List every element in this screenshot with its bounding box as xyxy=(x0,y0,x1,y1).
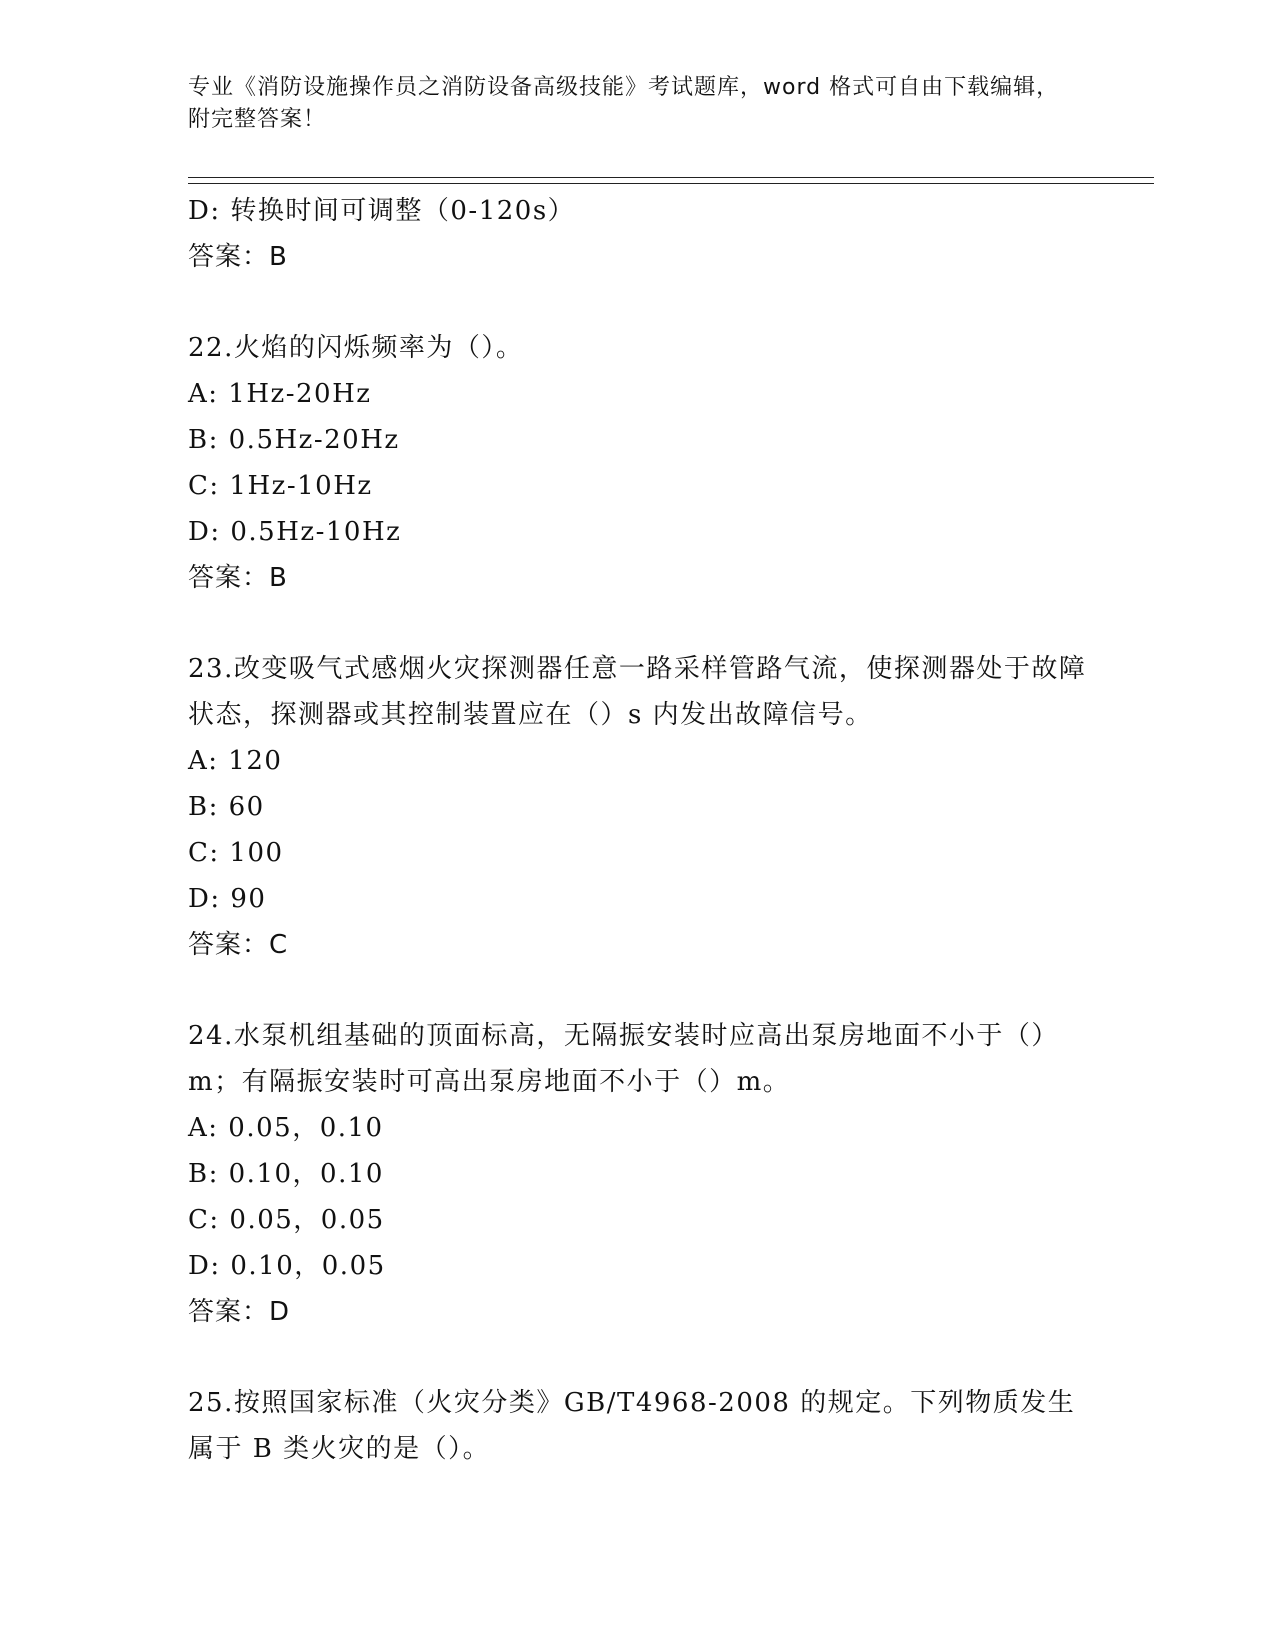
question-content xyxy=(188,188,1088,1472)
option-b: B: 60 xyxy=(188,792,265,822)
option-a: A: 0.05，0.10 xyxy=(188,1113,384,1143)
previous-question-tail xyxy=(188,188,1088,280)
header-rule-bottom xyxy=(188,183,1154,184)
option-c: C: 100 xyxy=(188,838,284,868)
question-stem: 24.水泵机组基础的顶面标高，无隔振安装时应高出泵房地面不小于（）m；有隔振安装时可高出泵房地面不小于（）m。 xyxy=(188,1021,1059,1097)
option-b: B: 0.10，0.10 xyxy=(188,1159,384,1189)
question-stem: 22.火焰的闪烁频率为（）。 xyxy=(188,333,524,363)
question-stem: 23.改变吸气式感烟火灾探测器任意一路采样管路气流，使探测器处于故障状态，探测器或其控制装置应在（）s 内发出故障信号。 xyxy=(188,654,1087,730)
option-c: C: 0.05，0.05 xyxy=(188,1205,385,1235)
header-rule-top xyxy=(188,177,1154,178)
question-stem: 25.按照国家标准（火灾分类》GB/T4968-2008 的规定。下列物质发生属于 B 类火灾的是（）。 xyxy=(188,1388,1076,1464)
option-d: D: 0.5Hz-10Hz xyxy=(188,517,402,547)
option-d: D: 转换时间可调整（0-120s） xyxy=(188,196,576,226)
answer-line: 答案：B xyxy=(188,242,288,272)
option-a: A: 1Hz-20Hz xyxy=(188,379,372,409)
answer-line: 答案：C xyxy=(188,930,289,960)
page-header: 专业《消防设施操作员之消防设备高级技能》考试题库，word 格式可自由下载编辑，附完整答案！ xyxy=(188,75,1060,132)
answer-line: 答案：B xyxy=(188,563,288,593)
question-25 xyxy=(188,1380,1088,1472)
option-c: C: 1Hz-10Hz xyxy=(188,471,373,501)
question-23 xyxy=(188,646,1088,968)
question-24 xyxy=(188,1013,1088,1335)
option-a: A: 120 xyxy=(188,746,283,776)
option-b: B: 0.5Hz-20Hz xyxy=(188,425,400,455)
option-d: D: 90 xyxy=(188,884,267,914)
option-d: D: 0.10，0.05 xyxy=(188,1251,386,1281)
answer-line: 答案：D xyxy=(188,1297,291,1327)
question-22 xyxy=(188,325,1088,601)
